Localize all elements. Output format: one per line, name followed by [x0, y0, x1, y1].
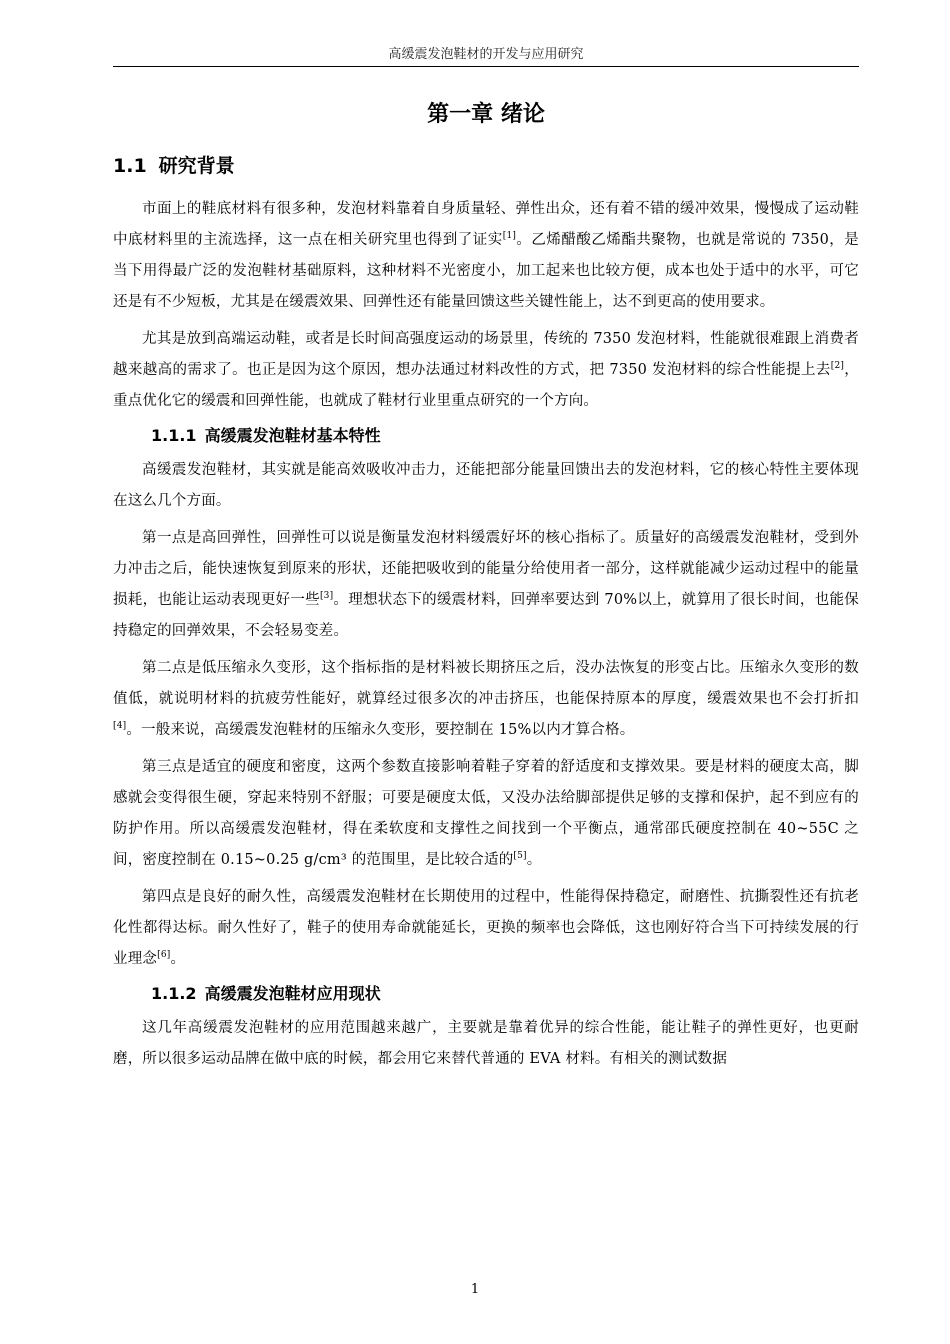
section-1-1-paragraphs: [113, 194, 859, 417]
citation: [5]: [513, 851, 527, 862]
section-number: 1.1: [113, 155, 147, 177]
chapter-title: 第一章 绪论: [427, 102, 545, 127]
paragraph-text: 。一般来说，高缓震发泡鞋材的压缩永久变形，要控制在 15%以内才算合格。: [126, 722, 635, 738]
paragraph-text: 第四点是良好的耐久性，高缓震发泡鞋材在长期使用的过程中，性能得保持稳定，耐磨性、抗撕裂性还有抗老化性都得达标。耐久性好了，鞋子的使用寿命就能延长，更换的频率也会降低，这也刚好符合当下可持续发展的行业理念: [113, 889, 859, 967]
subsection-heading-1-1-1: [151, 423, 859, 449]
paragraph-text: 第三点是适宜的硬度和密度，这两个参数直接影响着鞋子穿着的舒适度和支撑效果。要是材料的硬度太高，脚感就会变得很生硬，穿起来特别不舒服；可要是硬度太低，又没办法给脚部提供足够的支撑和保护，起不到应有的防护作用。所以高缓震发泡鞋材，得在柔软度和支撑性之间找到一个平衡点，通常邵氏硬度控制在 40~55C 之间，密度控制在 0.15~0.25 g/cm³ 的范围里，是比较合适的: [113, 759, 859, 868]
paragraph-text: 尤其是放到高端运动鞋，或者是长时间高强度运动的场景里，传统的 7350 发泡材料，性能就很难跟上消费者越来越高的需求了。也正是因为这个原因，想办法通过材料改性的方式，把 7350 发泡材料的综合性能提上去: [113, 331, 859, 378]
citation: [4]: [113, 721, 127, 732]
paragraph-text: 高缓震发泡鞋材，其实就是能高效吸收冲击力，还能把部分能量回馈出去的发泡材料，它的核心特性主要体现在这么几个方面。: [113, 462, 859, 509]
section-title: 研究背景: [158, 155, 235, 177]
paragraph-text: 。乙烯醋酸乙烯酯共聚物，也就是常说的 7350，是当下用得最广泛的发泡鞋材基础原料，这种材料不光密度小，加工起来也比较方便，成本也处于适中的水平，可它还是有不少短板，尤其是在缓震效果、回弹性还有能量回馈这些关键性能上，达不到更高的使用要求。: [113, 232, 859, 310]
paragraph-text: ，重点优化它的缓震和回弹性能，也就成了鞋材行业里重点研究的一个方向。: [113, 362, 859, 409]
paragraph-text: 。: [170, 951, 186, 967]
paragraph-text: 第一点是高回弹性，回弹性可以说是衡量发泡材料缓震好坏的核心指标了。质量好的高缓震发泡鞋材，受到外力冲击之后，能快速恢复到原来的形状，还能把吸收到的能量分给使用者一部分，这样就能减少运动过程中的能量损耗，也能让运动表现更好一些: [113, 530, 859, 608]
paragraph: [113, 882, 859, 975]
citation: [1]: [502, 231, 517, 242]
paragraph: [113, 1013, 859, 1075]
subsection-heading-1-1-2: [151, 981, 859, 1007]
paragraph-text: 。: [526, 852, 542, 868]
paragraph: [113, 523, 859, 647]
subsection-1-1-2-paragraphs: [113, 1013, 859, 1075]
paragraph: [113, 324, 859, 417]
paragraph-text: 。理想状态下的缓震材料，回弹率要达到 70%以上，就算用了很长时间，也能保持稳定的回弹效果，不会轻易变差。: [113, 592, 859, 639]
paragraph-text: 第二点是低压缩永久变形，这个指标指的是材料被长期挤压之后，没办法恢复的形变占比。压缩永久变形的数值低，就说明材料的抗疲劳性能好，就算经过很多次的冲击挤压，也能保持原本的厚度，缓震效果也不会打折扣: [113, 660, 859, 707]
paragraph: [113, 194, 859, 318]
citation: [3]: [319, 591, 334, 602]
paragraph-text: 市面上的鞋底材料有很多种，发泡材料靠着自身质量轻、弹性出众，还有着不错的缓冲效果，慢慢成了运动鞋中底材料里的主流选择，这一点在相关研究里也得到了证实: [113, 201, 859, 248]
paragraph: [113, 455, 859, 517]
citation: [6]: [157, 950, 171, 961]
paragraph-text: 这几年高缓震发泡鞋材的应用范围越来越广，主要就是靠着优异的综合性能，能让鞋子的弹性更好，也更耐磨，所以很多运动品牌在做中底的时候，都会用它来替代普通的 EVA 材料。有相关的测试数据: [113, 1020, 859, 1067]
section-heading-1-1: [113, 152, 859, 180]
running-header: 高缓震发泡鞋材的开发与应用研究: [113, 46, 859, 67]
subsection-title: 高缓震发泡鞋材基本特性: [204, 426, 381, 445]
paragraph: [113, 752, 859, 876]
subsection-title: 高缓震发泡鞋材应用现状: [204, 984, 381, 1003]
citation: [2]: [830, 361, 845, 372]
page-body: [113, 100, 859, 1081]
paragraph: [113, 653, 859, 746]
page-number: 1: [470, 1282, 480, 1297]
subsection-number: 1.1.2: [151, 984, 197, 1003]
subsection-1-1-1-paragraphs: [113, 455, 859, 975]
subsection-number: 1.1.1: [151, 426, 197, 445]
